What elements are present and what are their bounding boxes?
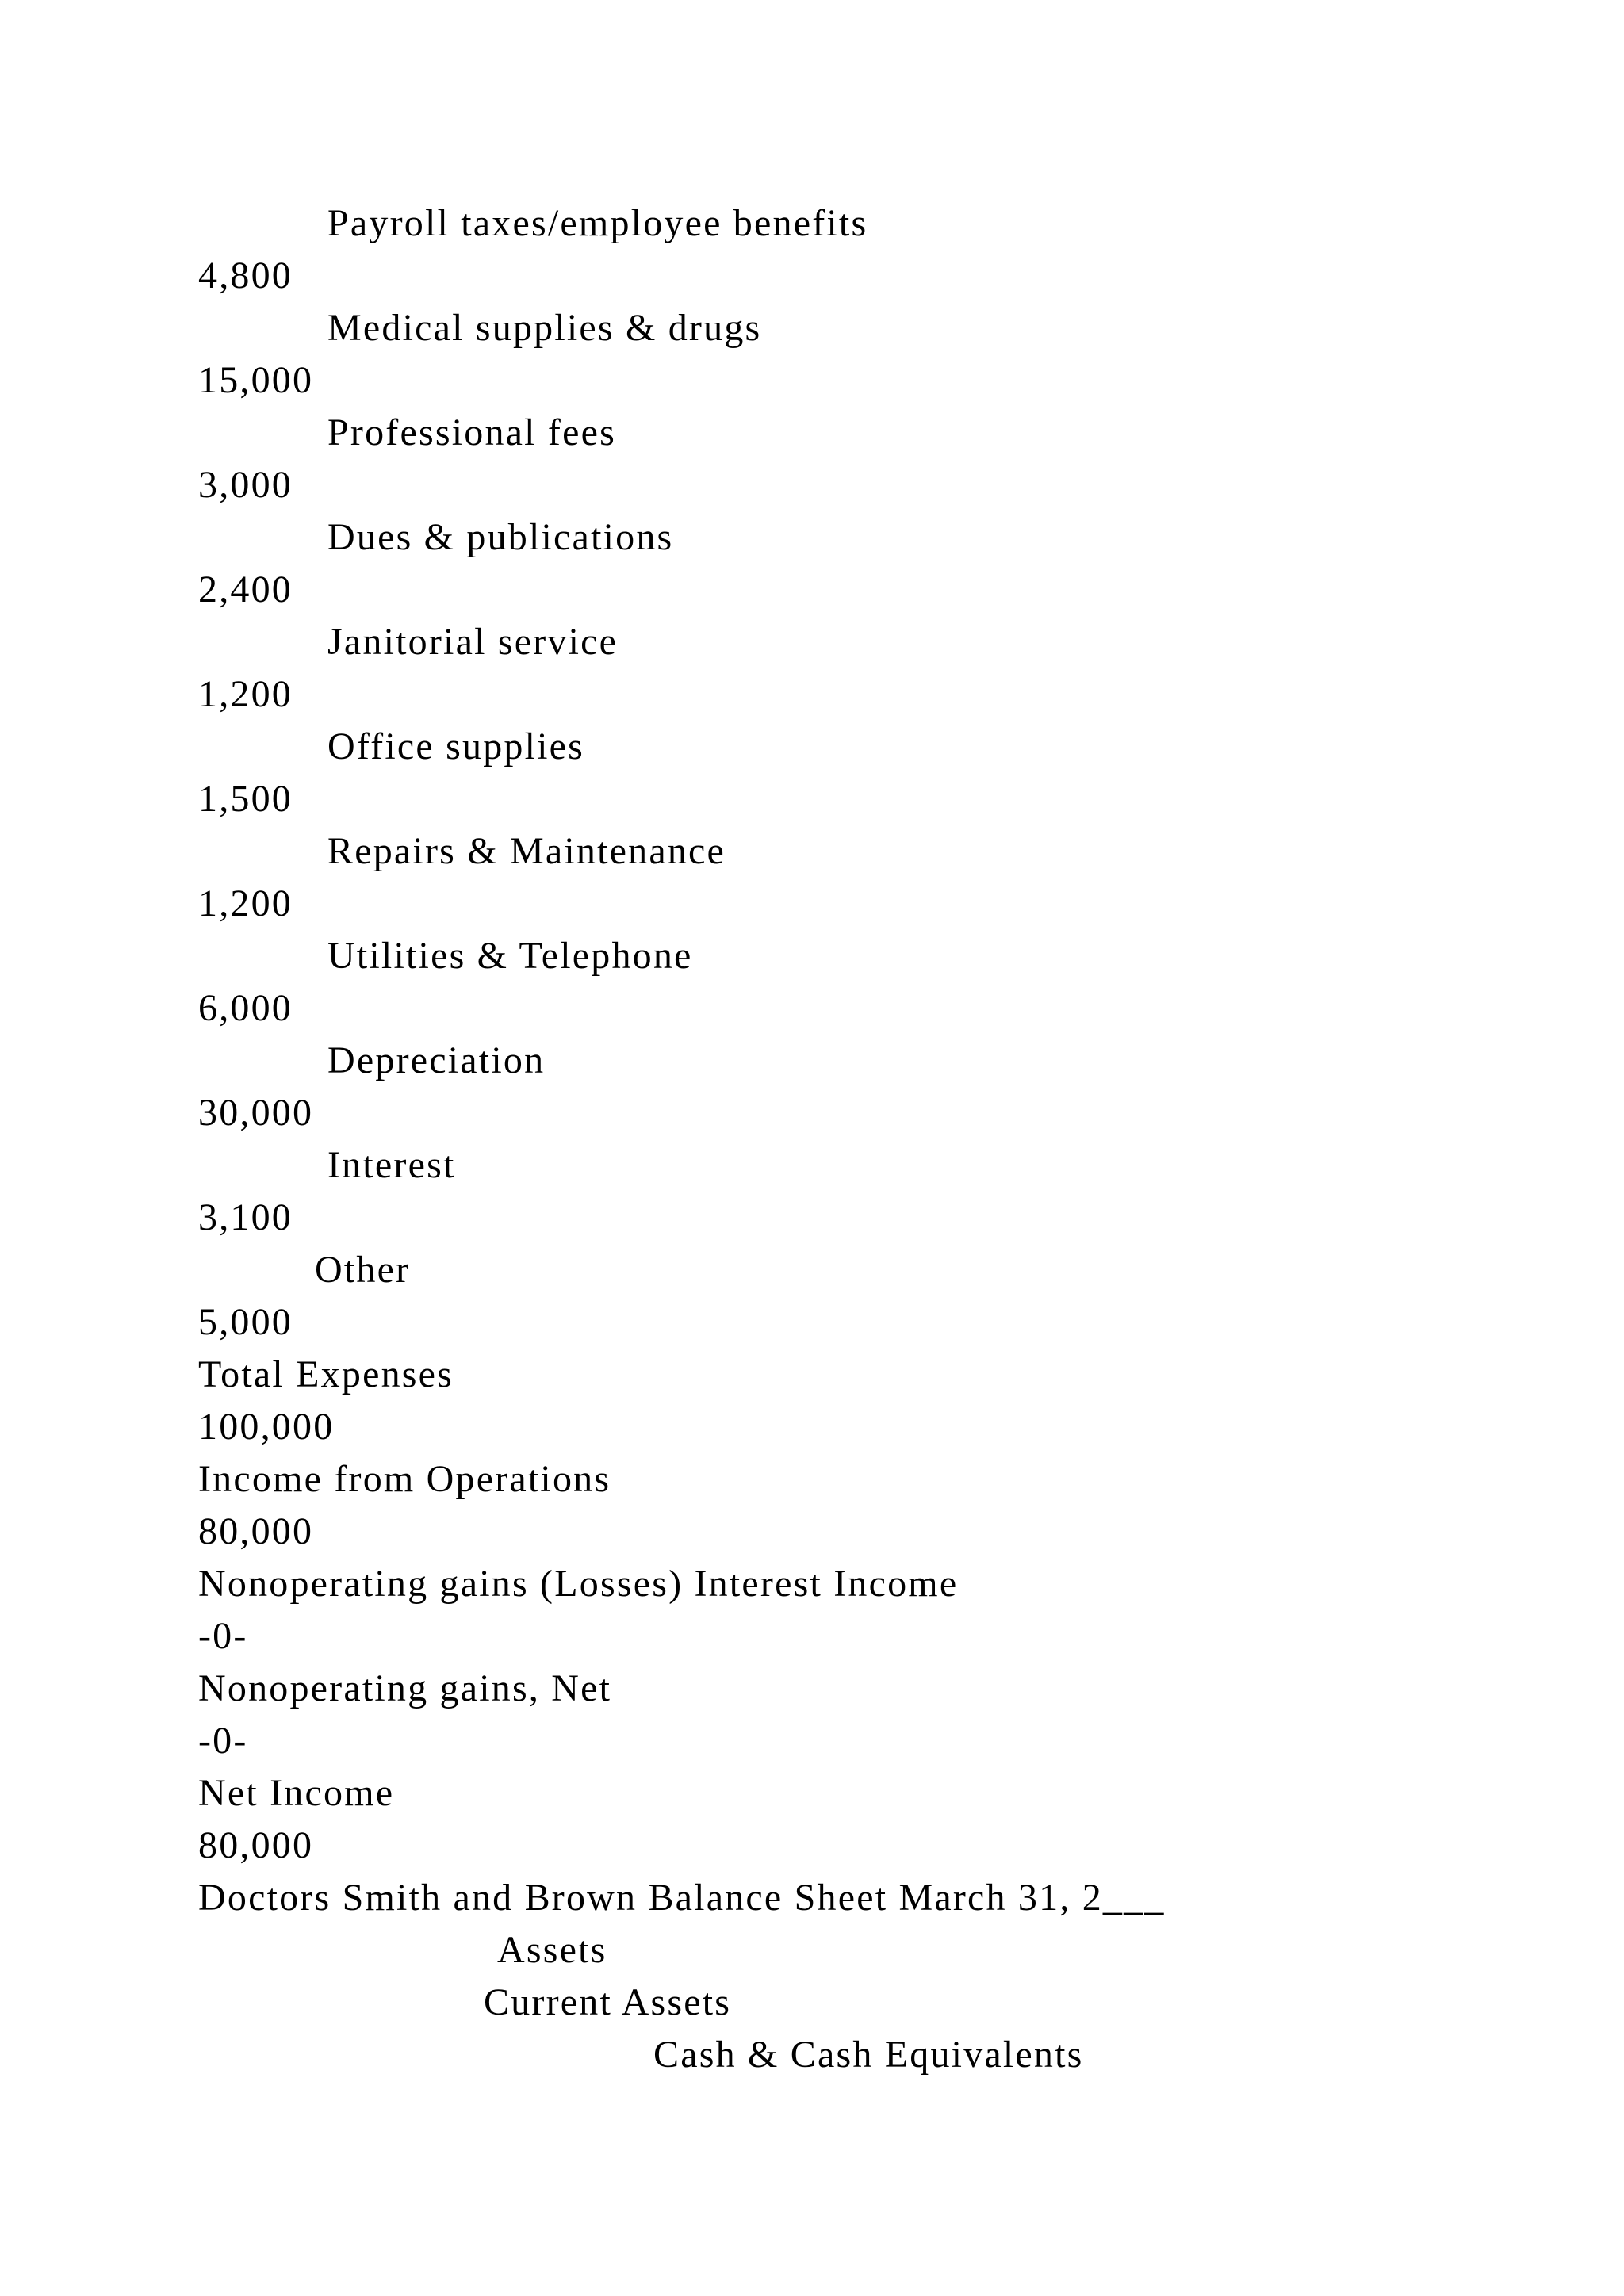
expense-amount-other: 5,000 [198,1301,293,1343]
net-income-label: Net Income [198,1772,395,1814]
expense-label-other: Other [315,1249,411,1291]
income-from-operations-label: Income from Operations [198,1458,611,1500]
nonoperating-interest-income-label: Nonoperating gains (Losses) Interest Income [198,1563,959,1605]
expense-amount-repairs-maintenance: 1,200 [198,882,293,924]
total-expenses-value: 100,000 [198,1406,335,1448]
cash-equivalents-label: Cash & Cash Equivalents [653,2034,1084,2076]
nonoperating-gains-net-label: Nonoperating gains, Net [198,1667,612,1709]
net-income-value: 80,000 [198,1824,314,1866]
expense-amount-janitorial-service: 1,200 [198,673,293,715]
expense-amount-office-supplies: 1,500 [198,778,293,820]
expense-amount-payroll-taxes: 4,800 [198,254,293,297]
balance-sheet-title: Doctors Smith and Brown Balance Sheet March 31, 2___ [198,1877,1166,1919]
income-from-operations-value: 80,000 [198,1510,314,1552]
expense-label-janitorial-service: Janitorial service [327,621,619,663]
current-assets-heading: Current Assets [484,1981,732,2023]
expense-label-payroll-taxes: Payroll taxes/employee benefits [327,202,868,244]
nonoperating-interest-income-value: -0- [198,1615,248,1657]
expense-label-medical-supplies: Medical supplies & drugs [327,307,762,349]
expense-label-depreciation: Depreciation [327,1039,546,1081]
assets-heading: Assets [497,1929,607,1971]
nonoperating-gains-net-value: -0- [198,1720,248,1762]
total-expenses-label: Total Expenses [198,1353,454,1395]
expense-amount-utilities-telephone: 6,000 [198,987,293,1029]
expense-amount-depreciation: 30,000 [198,1092,314,1134]
expense-amount-medical-supplies: 15,000 [198,359,314,401]
expense-label-interest: Interest [327,1144,456,1186]
expense-label-professional-fees: Professional fees [327,411,616,453]
expense-label-repairs-maintenance: Repairs & Maintenance [327,830,726,872]
expense-amount-dues-publications: 2,400 [198,568,293,610]
expense-label-utilities-telephone: Utilities & Telephone [327,935,693,977]
expense-label-office-supplies: Office supplies [327,725,585,767]
expense-amount-professional-fees: 3,000 [198,464,293,506]
expense-amount-interest: 3,100 [198,1196,293,1238]
expense-label-dues-publications: Dues & publications [327,516,674,558]
